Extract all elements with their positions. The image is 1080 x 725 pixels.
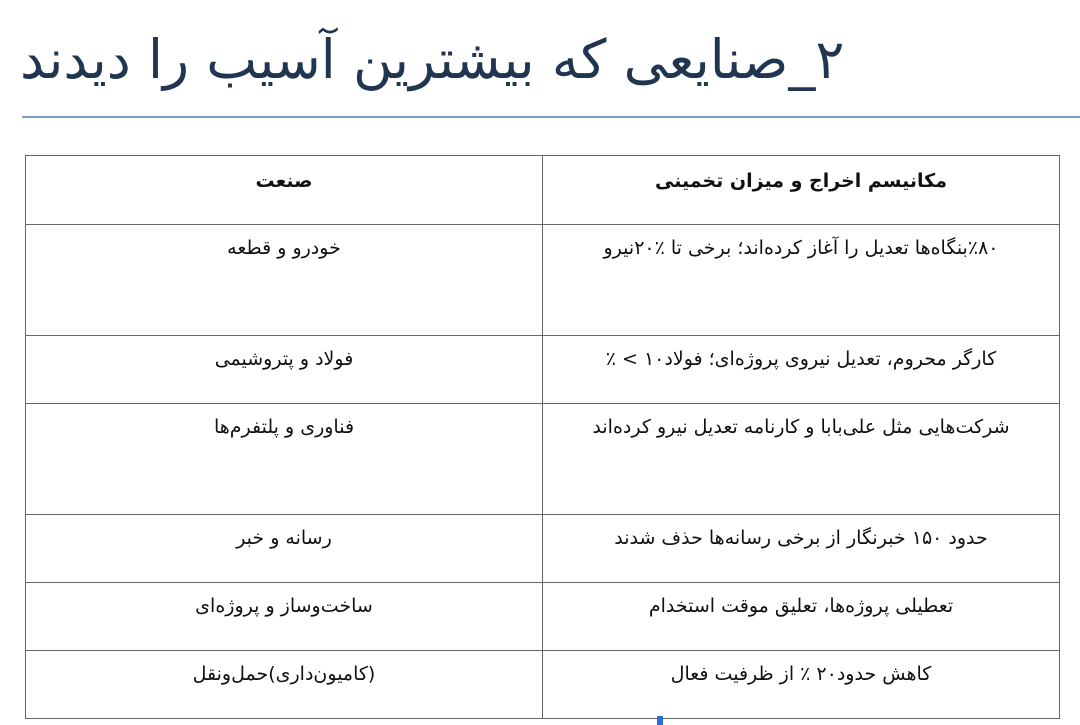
cell-industry: ساخت‌وساز و پروژه‌ای — [26, 583, 543, 651]
header-mechanism: مکانیسم اخراج و میزان تخمینی — [543, 156, 1060, 225]
cell-industry: (کامیون‌داری)حمل‌ونقل — [26, 651, 543, 719]
cell-mechanism: کاهش حدود۲۰ ٪ از ظرفیت فعال — [543, 651, 1060, 719]
cell-industry: رسانه و خبر — [26, 515, 543, 583]
cell-industry: فولاد و پتروشیمی — [26, 336, 543, 404]
title-divider — [22, 116, 1080, 118]
table-row — [26, 651, 1060, 719]
cell-industry: فناوری و پلتفرم‌ها — [26, 404, 543, 515]
cell-mechanism: حدود ۱۵۰ خبرنگار از برخی رسانه‌ها حذف شدند — [543, 515, 1060, 583]
cell-mechanism: کارگر محروم، تعدیل نیروی پروژه‌ای؛ فولاد۱۰ > ٪ — [543, 336, 1060, 404]
cell-mechanism: ٪۸۰بنگاه‌ها تعدیل را آغاز کرده‌اند؛ برخی تا ٪۲۰نیرو — [543, 225, 1060, 336]
cell-mechanism: شرکت‌هایی مثل علی‌بابا و کارنامه تعدیل نیرو کرده‌اند — [543, 404, 1060, 515]
industries-table — [25, 155, 1060, 719]
table-row — [26, 515, 1060, 583]
table-header-row — [26, 156, 1060, 225]
cell-mechanism: تعطیلی پروژه‌ها، تعلیق موقت استخدام — [543, 583, 1060, 651]
page-title-text: ۲_صنایعی که بیشترین آسیب را دیدند — [20, 28, 845, 91]
header-industry: صنعت — [26, 156, 543, 225]
table-row — [26, 583, 1060, 651]
table-row — [26, 225, 1060, 336]
page-title — [20, 18, 920, 102]
cell-industry: خودرو و قطعه — [26, 225, 543, 336]
slide-marker — [657, 716, 663, 725]
table-row — [26, 336, 1060, 404]
table-row — [26, 404, 1060, 515]
